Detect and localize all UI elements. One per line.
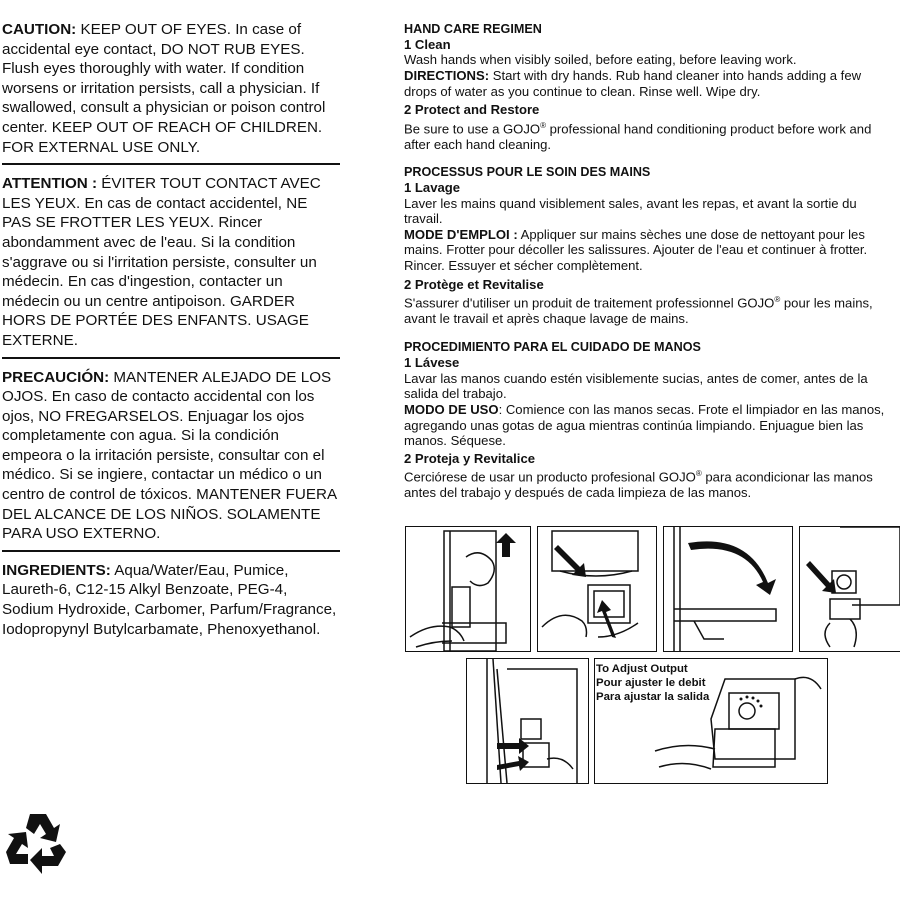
step-heading: 1 Lávese	[404, 355, 460, 371]
regimen-es	[404, 340, 894, 500]
step-text	[404, 466, 894, 501]
precaucion-text: MANTENER ALEJADO DE LOS OJOS. En caso de contacto accidental con los ojos, NO FREGARSELOS. Enjuagar los ojos completamente con agua. Si la condición empeora o la irritación persiste, consultar con el médico. Si se ingiere, contactar un médico o un centro de control de tóxicos. MANTENER FUERA DEL ALCANCE DE LOS NIÑOS. SOLAMENTE PARA USO EXTERNO.	[2, 368, 337, 543]
divider	[2, 163, 340, 165]
adjust-label-fr: Pour ajuster le debit	[596, 677, 706, 689]
recycle-icon	[2, 808, 74, 880]
directions-body: Start with dry hands. Rub hand cleaner into hands adding a few drops of water as you continue to clean. Rinse well. Wipe dry.	[404, 68, 862, 99]
precaucion-block	[2, 368, 340, 544]
step-text-a: Cerciórese de usar un producto profesional GOJO	[404, 469, 696, 485]
adjust-label-es: Para ajustar la salida	[596, 691, 710, 703]
dispenser-refill-illustration	[538, 527, 656, 651]
attention-text: ÉVITER TOUT CONTACT AVEC LES YEUX. En cas de contact accidentel, NE PAS SE FROTTER LES YEUX. Rincer abondamment avec de l'eau. Si la condition s'aggrave ou si l'irritation persiste, consulter un médecin. En cas d'ingestion, contacter un médecin ou un centre antipoison. GARDER HORS DE PORTÉE DES ENFANTS. USAGE EXTERNE.	[2, 175, 321, 349]
directions-label: DIRECTIONS:	[404, 68, 490, 83]
divider	[2, 550, 340, 552]
regimen-title: HAND CARE REGIMEN	[404, 22, 542, 36]
warnings-column	[2, 20, 340, 639]
step-text-b: para acondicionar las manos antes del trabajo y después de cada limpieza de las manos.	[404, 469, 873, 501]
step-text-b: professional hand conditioning product before work and after each hand cleaning.	[404, 120, 872, 152]
dispenser-push-illustration	[406, 527, 530, 651]
illustration-open-panel	[663, 526, 793, 652]
directions-text	[404, 402, 894, 449]
directions-body: Appliquer sur mains sèches une dose de nettoyant pour les mains. Frotter pour décoller les salissures. Ajouter de l'eau et continuer à frotter. Rincer. Essuyer et sécher complètement.	[404, 226, 868, 273]
regimen-en	[404, 22, 894, 152]
regimen-title: PROCESSUS POUR LE SOIN DES MAINS	[404, 165, 651, 180]
step-text: Wash hands when visibly soiled, before eating, before leaving work.	[404, 52, 797, 68]
step-text-a: Be sure to use a GOJO	[404, 120, 541, 136]
step-heading: 2 Proteja y Revitalice	[404, 450, 536, 466]
illustration-cartridge-panel	[799, 526, 900, 652]
adjust-output-label	[596, 662, 709, 704]
caution-heading: CAUTION:	[2, 21, 77, 38]
illustration-push-panel	[405, 526, 531, 652]
instructions-column	[404, 22, 894, 501]
step-heading: 2 Protect and Restore	[404, 102, 540, 118]
registered-mark: ®	[774, 294, 781, 304]
step-heading: 1 Clean	[404, 37, 451, 52]
illustration-refill-panel	[537, 526, 657, 652]
registered-mark: ®	[540, 120, 546, 130]
dispenser-cartridge-illustration	[800, 527, 900, 651]
caution-text: KEEP OUT OF EYES. In case of accidental eye contact, DO NOT RUB EYES. Flush eyes thoroughly with water. If condition worsens or irritation persists, call a physician. If swallowed, consult a physician or poison control center. KEEP OUT OF REACH OF CHILDREN. FOR EXTERNAL USE ONLY.	[2, 21, 326, 156]
attention-heading: ATTENTION :	[2, 175, 98, 193]
precaucion-heading: PRECAUCIÓN:	[2, 368, 110, 386]
adjust-label-en: To Adjust Output	[596, 663, 688, 675]
ingredients-text: Aqua/Water/Eau, Pumice, Laureth-6, C12-15 Alkyl Benzoate, PEG-4, Sodium Hydroxide, Carbomer, Parfum/Fragrance, Iodopropynyl Butylcarbamate, Phenoxyethanol.	[2, 561, 337, 638]
dispenser-close-illustration	[467, 659, 588, 783]
step-text: Laver les mains quand visiblement sales, avant les repas, et avant la sortie du travail.	[404, 195, 857, 227]
step-text	[404, 118, 894, 153]
step-heading: 2 Protège et Revitalise	[404, 276, 544, 292]
step-heading: 1 Lavage	[404, 180, 461, 196]
caution-block	[2, 20, 340, 157]
directions-label: MODE D'EMPLOI :	[404, 226, 518, 242]
step-text-a: S'assurer d'utiliser un produit de traitement professionnel GOJO	[404, 295, 775, 311]
step-text-b: pour les mains, avant le travail et après chaque lavage de mains.	[404, 295, 873, 326]
registered-mark: ®	[695, 469, 702, 479]
regimen-fr	[404, 165, 894, 326]
directions-label: MODO DE USO	[404, 402, 499, 418]
step-text	[404, 292, 894, 327]
directions-body: : Comience con las manos secas. Frote el limpiador en las manos, agregando unas gotas de agua mientras continúa limpiando. Enjuague bien las manos. Séquese.	[404, 402, 885, 449]
attention-block	[2, 174, 340, 350]
ingredients-block	[2, 561, 340, 639]
dispenser-open-illustration	[664, 527, 792, 651]
regimen-title: PROCEDIMIENTO PARA EL CUIDADO DE MANOS	[404, 340, 701, 355]
illustration-close-panel	[466, 658, 589, 784]
divider	[2, 357, 340, 359]
directions-text	[404, 227, 894, 274]
step-text: Lavar las manos cuando estén visiblemente sucias, antes de comer, antes de la salida del trabajo.	[404, 370, 868, 402]
ingredients-heading: INGREDIENTS:	[2, 561, 111, 579]
directions-text	[404, 68, 894, 99]
